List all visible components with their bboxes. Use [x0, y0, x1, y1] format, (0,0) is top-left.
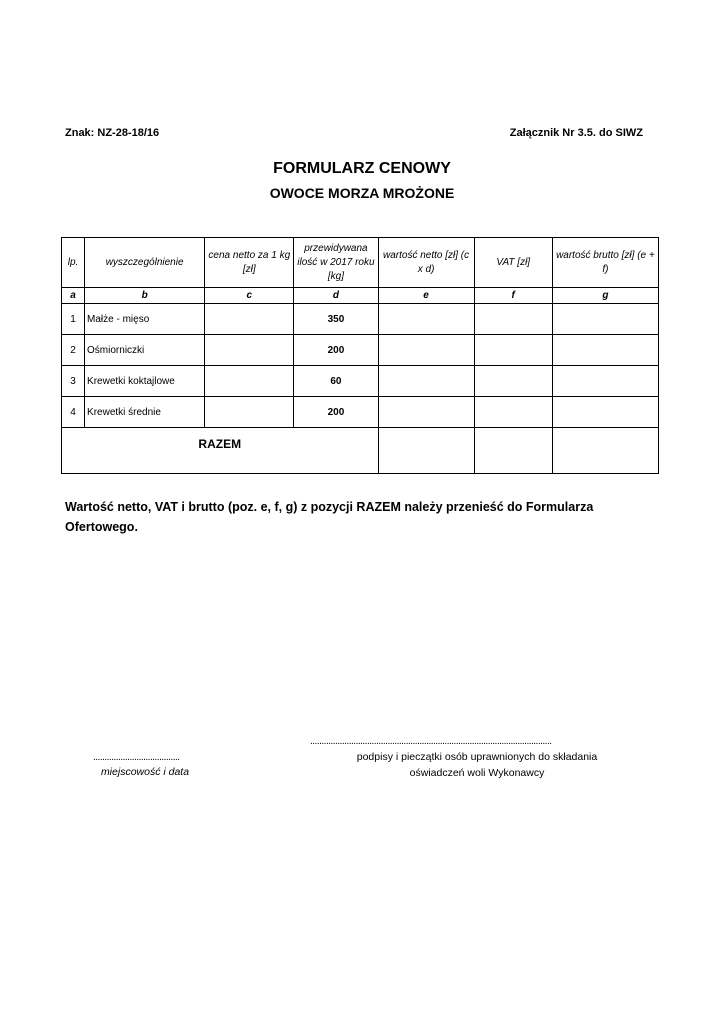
total-label: RAZEM — [62, 428, 379, 474]
signature-label-line1: podpisy i pieczątki osób uprawnionych do składania — [356, 751, 598, 763]
column-letters-row — [62, 288, 659, 304]
item-name: Krewetki średnie — [85, 397, 205, 428]
total-gross-value-cell[interactable] — [552, 428, 658, 474]
vat-cell[interactable] — [474, 304, 552, 335]
signature-line: .......................................................................................................... — [310, 736, 552, 747]
table-row — [62, 366, 659, 397]
row-number: 1 — [62, 304, 85, 335]
col-letter: a — [62, 288, 85, 304]
attachment-label: Załącznik Nr 3.5. do SIWZ — [509, 127, 643, 139]
unit-price-cell[interactable] — [205, 366, 294, 397]
table-row — [62, 397, 659, 428]
place-date-line: ...................................... — [93, 752, 180, 763]
col-letter: c — [205, 288, 294, 304]
net-value-cell[interactable] — [378, 335, 474, 366]
col-header-net-value: wartość netto [zł] (c x d) — [378, 238, 474, 288]
quantity-cell: 350 — [294, 304, 378, 335]
row-number: 3 — [62, 366, 85, 397]
net-value-cell[interactable] — [378, 366, 474, 397]
gross-value-cell[interactable] — [552, 304, 658, 335]
vat-cell[interactable] — [474, 366, 552, 397]
vat-cell[interactable] — [474, 335, 552, 366]
col-letter: d — [294, 288, 378, 304]
total-net-value-cell[interactable] — [378, 428, 474, 474]
table-row — [62, 304, 659, 335]
unit-price-cell[interactable] — [205, 397, 294, 428]
col-header-unit-price: cena netto za 1 kg [zł] — [205, 238, 294, 288]
col-header-vat: VAT [zł] — [474, 238, 552, 288]
page-subtitle: OWOCE MORZA MROŻONE — [269, 185, 455, 201]
price-table — [61, 237, 659, 474]
col-header-gross-value: wartość brutto [zł] (e + f) — [552, 238, 658, 288]
col-letter: e — [378, 288, 474, 304]
vat-cell[interactable] — [474, 397, 552, 428]
net-value-cell[interactable] — [378, 304, 474, 335]
col-header-description: wyszczególnienie — [85, 238, 205, 288]
col-letter: b — [85, 288, 205, 304]
col-letter: g — [552, 288, 658, 304]
col-header-lp: lp. — [62, 238, 85, 288]
gross-value-cell[interactable] — [552, 366, 658, 397]
place-date-label: miejscowość i data — [100, 766, 190, 778]
total-vat-cell[interactable] — [474, 428, 552, 474]
signature-label-line2: oświadczeń woli Wykonawcy — [409, 767, 545, 779]
quantity-cell: 60 — [294, 366, 378, 397]
unit-price-cell[interactable] — [205, 304, 294, 335]
quantity-cell: 200 — [294, 335, 378, 366]
item-name: Małże - mięso — [85, 304, 205, 335]
document-reference: Znak: NZ-28-18/16 — [65, 127, 160, 139]
col-letter: f — [474, 288, 552, 304]
instruction-note: Wartość netto, VAT i brutto (poz. e, f, g) z pozycji RAZEM należy przenieść do Formularza Ofertowego. — [65, 500, 594, 534]
row-number: 4 — [62, 397, 85, 428]
row-number: 2 — [62, 335, 85, 366]
gross-value-cell[interactable] — [552, 397, 658, 428]
col-header-quantity: przewidywana ilość w 2017 roku [kg] — [294, 238, 378, 288]
unit-price-cell[interactable] — [205, 335, 294, 366]
quantity-cell: 200 — [294, 397, 378, 428]
total-row — [62, 428, 659, 474]
item-name: Ośmiorniczki — [85, 335, 205, 366]
table-row — [62, 335, 659, 366]
net-value-cell[interactable] — [378, 397, 474, 428]
page-title: FORMULARZ CENOWY — [273, 160, 451, 177]
item-name: Krewetki koktajlowe — [85, 366, 205, 397]
gross-value-cell[interactable] — [552, 335, 658, 366]
table-header-row — [62, 238, 659, 288]
